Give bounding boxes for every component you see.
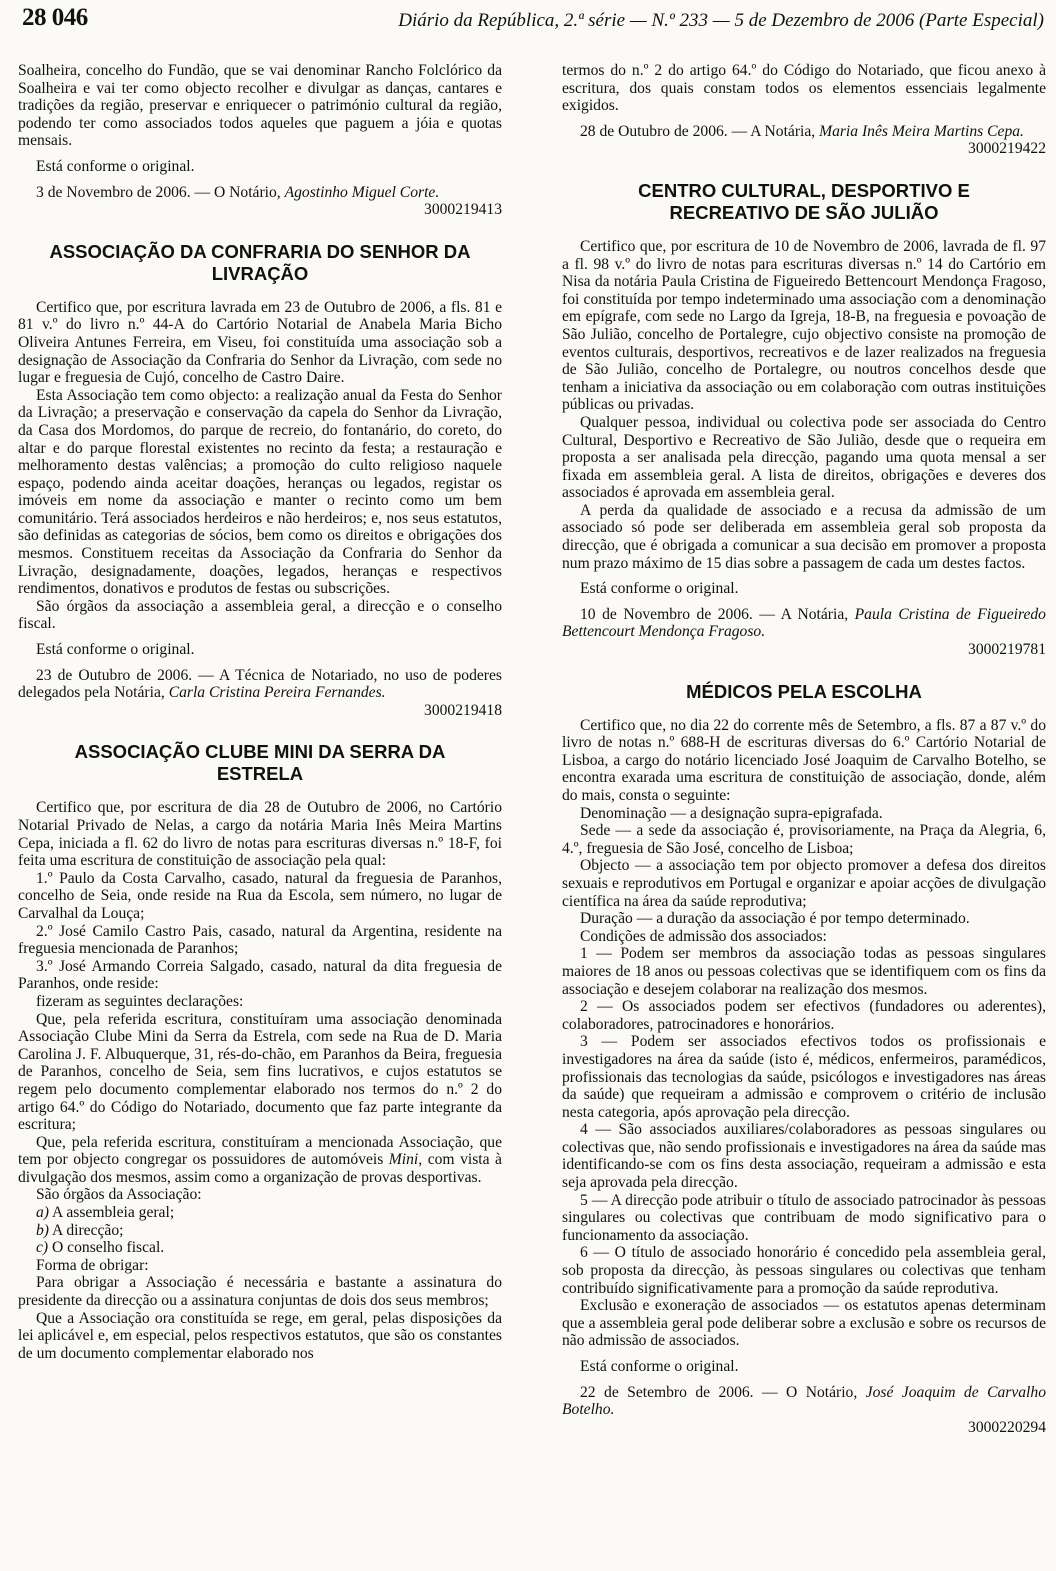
paragraph: fizeram as seguintes declarações: <box>36 992 244 1010</box>
paragraph: Qualquer pessoa, individual ou colectiva pode ser associada do Centro Cultural, Desportivo e Recreativo de São Julião, desde que o requeira em proposta a ser analisada pela direcção, pagando uma quota mensal a ser fixada em assembleia geral. A lista de direitos, obrigações e deveres dos associados é aprovada em assembleia geral. <box>562 413 1046 502</box>
section-title: CENTRO CULTURAL, DESPORTIVO E RECREATIVO DE SÃO JULIÃO <box>638 179 970 223</box>
paragraph: Certifico que, por escritura lavrada em 23 de Outubro de 2006, a fls. 81 e 81 v.º do livro n.º 44-A do Cartório Notarial de Anabela Maria Bicho Oliveira Antunes Ferreira, em Viseu, foi constituída uma associação sob a designação de Associação da Confraria do Senhor da Livração, com sede no lugar e freguesia de Cujó, concelho de Castro Daire. <box>18 298 502 387</box>
conforme-line: Está conforme o original. <box>36 157 195 175</box>
signature-line: 3 de Novembro de 2006. — O Notário, Agostinho Miguel Corte. <box>36 183 440 201</box>
signature-line: 23 de Outubro de 2006. — A Técnica de Notariado, no uso de poderes delegados pela Notária, Carla Cristina Pereira Fernandes. <box>18 666 502 702</box>
page-header <box>18 0 1046 62</box>
signature-line: 28 de Outubro de 2006. — A Notária, Maria Inês Meira Martins Cepa. <box>580 122 1024 140</box>
list-item: c) O conselho fiscal. <box>36 1239 165 1257</box>
conforme-line: Está conforme o original. <box>36 641 195 659</box>
list-item: 3 — Podem ser associados efectivos todos os profissionais e investigadores na área da saúde (isto é, médicos, enfermeiros, paramédicos, profissionais das tecnologias da saúde, psicólogos e investigadores nas áreas da saúde) que requeiram a admissão e comprovem o critério de inclusão nesta categoria, após aprovação pela direcção. <box>562 1033 1046 1121</box>
signature-line: 10 de Novembro de 2006. — A Notária, Paula Cristina de Figueiredo Bettencourt Mendonça Fragoso. <box>562 605 1046 641</box>
paragraph: termos do n.º 2 do artigo 64.º do Código do Notariado, que ficou anexo à escritura, dos quais constam todos os elementos essenciais legalmente exigidos. <box>562 62 1046 115</box>
paragraph: Certifico que, por escritura de 10 de Novembro de 2006, lavrada de fl. 97 a fl. 98 v.º do livro de notas para escrituras diversas n.º 14 do Cartório em Nisa da notária Paula Cristina de Figueiredo Bettencourt Mendonça Fragoso, foi constituída por tempo indeterminado uma associação com a denominação em epígrafe, com sede no Largo da Igreja, 18-B, na freguesia e povoação de São Julião, concelho de Portalegre, cujo objectivo consiste na promoção de eventos culturais, desportivos, recreativos e de lazer realizados na freguesia de São Julião, concelho de Portalegre, ou noutros concelhos desde que tenham a iniciativa da associação ou em colaboração com outras instituições públicas ou privadas. <box>562 237 1046 414</box>
paragraph: A perda da qualidade de associado e a recusa da admissão de um associado só pode ser deliberada em assembleia geral sob proposta da direcção, que é obrigada a comunicar a sua decisão em promover a proposta num prazo máximo de 15 dias sobre a passagem de cada um destes factos. <box>562 501 1046 572</box>
signatory-name: Maria Inês Meira Martins Cepa. <box>819 122 1024 140</box>
list-item: 2.º José Camilo Castro Pais, casado, natural da Argentina, residente na freguesia mencionada de Paranhos; <box>18 922 502 958</box>
signatory-name: Carla Cristina Pereira Fernandes. <box>168 684 386 702</box>
reference-number: 3000219413 <box>424 201 502 219</box>
list-item: a) A assembleia geral; <box>36 1204 175 1222</box>
paragraph: Soalheira, concelho do Fundão, que se vai denominar Rancho Folclórico da Soalheira e vai ter como objecto recolher e divulgar as danças, cantares e tradições da região, preservar e enriquecer o património cultural da região, podendo ter como associados todos aqueles que paguem a jóia e quotas mensais. <box>18 62 502 150</box>
columns <box>18 62 1046 1436</box>
paragraph: Certifico que, no dia 22 do corrente mês de Setembro, a fls. 87 a 87 v.º do livro de notas n.º 688-H de escrituras diversas do 6.º Cartório Notarial de Lisboa, a cargo do notário licenciado José Joaquim de Carvalho Botelho, se encontra exarada uma escritura de constituição de associação, donde, além do mais, consta o seguinte: <box>562 716 1046 804</box>
signature-line: 22 de Setembro de 2006. — O Notário, José Joaquim de Carvalho Botelho. <box>562 1383 1046 1419</box>
page-number: 28 046 <box>22 4 88 31</box>
signatory-name: Agostinho Miguel Corte. <box>284 183 440 201</box>
reference-number: 3000219418 <box>424 701 502 719</box>
list-item: b) A direcção; <box>36 1221 124 1239</box>
list-item: 6 — O título de associado honorário é concedido pela assembleia geral, sob proposta da direcção, às pessoas singulares ou colectivas que tenham contribuído significativamente para a promoção da saúde reprodutiva. <box>562 1244 1046 1297</box>
list-item: 4 — São associados auxiliares/colaboradores as pessoas singulares ou colectivas que, não sendo profissionais e investigadores na área da saúde mas identificando-se com os fins desta associação, requeiram a admissão e esta seja aprovada pela direcção. <box>562 1121 1046 1192</box>
paragraph: Condições de admissão dos associados: <box>580 927 827 945</box>
left-column <box>18 62 502 1436</box>
paragraph: Certifico que, por escritura de dia 28 de Outubro de 2006, no Cartório Notarial Privado de Nelas, a cargo da notária Maria Inês Meira Martins Cepa, iniciada a fl. 62 do livro de notas para escrituras diversas n.º 18-F, foi feita uma escritura de constituição de associação pela qual: <box>18 799 502 870</box>
paragraph: São órgãos da associação a assembleia geral, a direcção e o conselho fiscal. <box>18 597 502 633</box>
reference-number: 3000219781 <box>968 641 1046 659</box>
reference-number: 3000219422 <box>968 140 1046 158</box>
section-title: MÉDICOS PELA ESCOLHA <box>686 680 922 702</box>
list-item: 5 — A direcção pode atribuir o título de associado patrocinador às pessoas singulares ou colectivas que contribuam de modo significativo para o funcionamento da associação. <box>562 1191 1046 1244</box>
right-column <box>562 62 1046 1436</box>
reference-number: 3000220294 <box>968 1418 1046 1436</box>
paragraph: Exclusão e exoneração de associados — os estatutos apenas determinam que a assembleia geral pode deliberar sobre a exclusão e sobre os recursos de não admissão de associados. <box>562 1297 1046 1350</box>
paragraph: São órgãos da Associação: <box>36 1186 202 1204</box>
signatory-name: José Joaquim de Carvalho Botelho. <box>562 1383 1046 1419</box>
paragraph: Que, pela referida escritura, constituíram uma associação denominada Associação Clube Mini da Serra da Estrela, com sede na Rua de D. Maria Carolina J. F. Albuquerque, 31, rés-do-chão, em Paranhos da Beira, freguesia de Paranhos, concelho de Seia, sem fins lucrativos, e cujos estatutos se regem pelo documento complementar elaborado nos termos do n.º 2 do artigo 64.º do Código do Notariado, documento que faz parte integrante da escritura; <box>18 1010 502 1134</box>
list-item: 3.º José Armando Correia Salgado, casado, natural da dita freguesia de Paranhos, onde reside: <box>18 957 502 993</box>
conforme-line: Está conforme o original. <box>580 1358 739 1375</box>
paragraph: Esta Associação tem como objecto: a realização anual da Festa do Senhor da Livração; a preservação e conservação da capela do Senhor da Livração, da Casa dos Mordomos, do parque de recreio, do fontanário, do coreto, do altar e do parque florestal existentes no recinto da festa; a restauração e melhoramento destas valências; a promoção do culto religioso naquele espaço, podendo ainda aceitar doações, heranças ou legados, registar os imóveis em nome da associação e manter o recinto como um bem comunitário. Terá associados herdeiros e não herdeiros; e, nos seus estatutos, são definidas as categorias de sócios, bem como os direitos e obrigações dos mesmos. Constituem receitas da Associação da Confraria do Senhor da Livração, designadamente, doações, legados, heranças e respectivos rendimentos, donativos e produtos de festas ou subscrições. <box>18 386 502 598</box>
paragraph: Que a Associação ora constituída se rege, em geral, pelas disposições da lei aplicável e, em especial, pelos respectivos estatutos, que são os constantes de um documento complementar elaborado nos <box>18 1309 502 1362</box>
paragraph: Forma de obrigar: <box>36 1256 149 1274</box>
section-title: ASSOCIAÇÃO CLUBE MINI DA SERRA DA ESTRELA <box>74 741 446 785</box>
paragraph: Objecto — a associação tem por objecto promover a defesa dos direitos sexuais e reprodutivos em Portugal e organizar e apoiar acções de divulgação científica na área da saúde reprodutiva; <box>562 857 1046 910</box>
paragraph: Duração — a duração da associação é por tempo determinado. <box>580 910 970 928</box>
signatory-name: Paula Cristina de Figueiredo Bettencourt Mendonça Fragoso. <box>562 605 1046 641</box>
running-head: Diário da República, 2.ª série — N.º 233 — 5 de Dezembro de 2006 (Parte Especial) <box>398 10 1044 31</box>
paragraph: Para obrigar a Associação é necessária e bastante a assinatura do presidente da direcção ou a assinatura conjuntas de dois dos seus membros; <box>18 1274 502 1310</box>
paragraph: Sede — a sede da associação é, provisoriamente, na Praça da Alegria, 6, 4.º, freguesia de São José, concelho de Lisboa; <box>562 822 1046 857</box>
list-item: 2 — Os associados podem ser efectivos (fundadores ou aderentes), colaboradores, patrocinadores e honorários. <box>562 998 1046 1033</box>
conforme-line: Está conforme o original. <box>580 580 739 598</box>
paragraph: Que, pela referida escritura, constituíram a mencionada Associação, que tem por objecto congregar os possuidores de automóveis Mini, com vista à divulgação dos mesmos, assim como a organização de provas desportivas. <box>18 1133 502 1186</box>
section-title: ASSOCIAÇÃO DA CONFRARIA DO SENHOR DA LIVRAÇÃO <box>49 240 471 284</box>
paragraph: Denominação — a designação supra-epigrafada. <box>580 804 883 822</box>
list-item: 1 — Podem ser membros da associação todas as pessoas singulares maiores de 18 anos ou pessoas colectivas que se identifiquem com os fins da associação e desejem colaborar na realização dos mesmos. <box>562 945 1046 998</box>
list-item: 1.º Paulo da Costa Carvalho, casado, natural da freguesia de Paranhos, concelho de Seia, onde reside na Rua da Escola, sem número, no lugar de Carvalhal da Louça; <box>18 869 502 922</box>
